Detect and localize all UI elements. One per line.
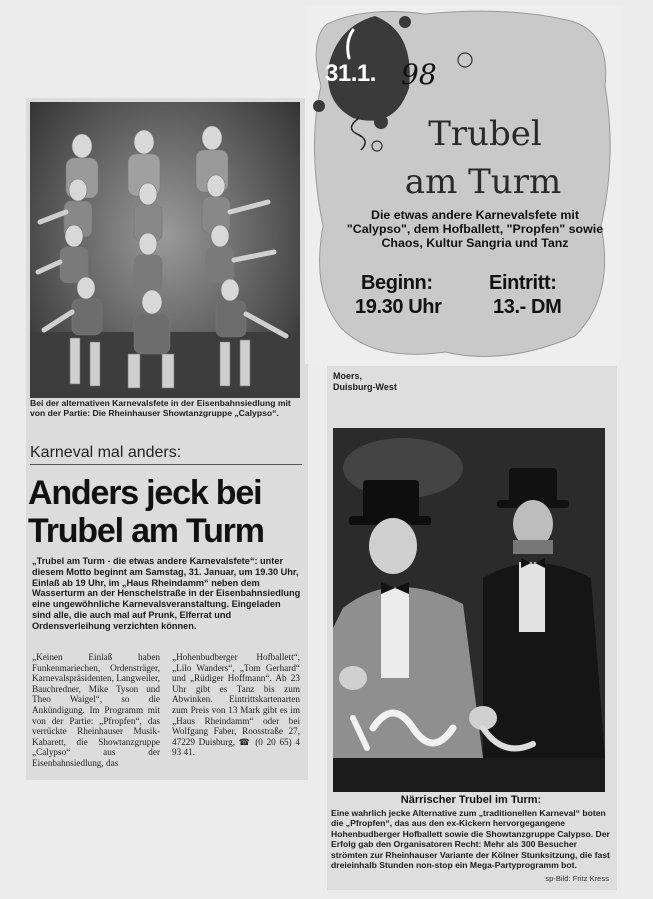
- newspaper-clipping-right: [327, 366, 617, 890]
- flyer-begin-label: Beginn:: [361, 272, 433, 294]
- event-flyer: [305, 6, 623, 364]
- flyer-title-line-2: am Turm: [404, 162, 562, 202]
- location-line-1: Moers,: [333, 371, 363, 381]
- article-kicker: Karneval mal anders:: [30, 444, 302, 465]
- photo-caption-title: Närrischer Trubel im Turm:: [400, 794, 542, 806]
- flyer-title-line-1: Trubel: [428, 114, 542, 154]
- flyer-date-year: 98: [401, 58, 437, 91]
- flyer-subtitle: Die etwas andere Karnevalsfete mit "Calypso", dem Hofballett, "Propfen" sowie Chaos, Kultur Sangria und Tanz: [346, 208, 604, 250]
- flyer-date: 31.1.: [325, 60, 376, 87]
- article-lead: „Trubel am Turm - die etwas andere Karnevalsfete“: unter diesem Motto beginnt am Samstag, 31. Januar, um 19.30 Uhr, Einlaß ab 19 Uhr, im „Haus Rheindamm“ neben dem Wasserturm an der Henschelstraße in der Eisenbahnsiedlung eine ungewöhnliche Karnevalsveranstaltung. Eingeladen sind alle, die auch mal auf Prunk, Elferrat und Ordensverleihung verzichten können.: [32, 556, 301, 631]
- photo-caption: Bei der alternativen Karnevalsfete in der Eisenbahnsiedlung mit von der Partie: Die Rheinhauser Showtanzgruppe „Calypso“.: [30, 398, 291, 419]
- dance-group-photo: [30, 102, 300, 398]
- article-headline: [28, 474, 308, 550]
- flyer-entry-label: Eintritt:: [489, 272, 557, 294]
- photo-caption: Eine wahrlich jecke Alternative zum „traditionellen Karneval“ boten die „Pfropfen“, das aus den ex-Kickern hervorgegangene Hohenbudberger Hofballett sowie die Showtanzgruppe Calypso. Der Erfolg gab den Organisatoren Recht: Mehr als 300 Besucher strömten zur Rheinhauser Variante der Kölner Stunksitzung, die fast dreieinhalb Stunden non-stop ein Mega-Partyprogramm bot.: [331, 808, 610, 871]
- location-label: [333, 371, 397, 393]
- headline-line-1: Anders jeck bei: [28, 474, 262, 512]
- location-line-2: Duisburg-West: [333, 382, 397, 392]
- photo-credit: sp-Bild: Fritz Kress: [545, 874, 609, 883]
- article-column-2: „Hohenbudberger Hofballett“, „Lilo Wanders“, „Tom Gerhard“ und „Rüdiger Hoffmann“. Ab 23 Uhr gibt es Tanz bis zum Abwinken. Eintrittskartenarten zum Preis von 13 Mark gibt es im „Haus Rheindamm“ oder bei Wolfgang Faber, Roosstraße 27, 47229 Duisburg, ☎ (0 20 65) 4 93 41.: [172, 652, 300, 758]
- flyer-entry-value: 13.- DM: [493, 296, 562, 318]
- party-photo: [333, 428, 605, 792]
- headline-line-2: Trubel am Turm: [28, 512, 264, 550]
- newspaper-clipping-left: [26, 98, 308, 780]
- article-column-1: „Keinen Einlaß haben Funkenmariechen, Ordensträger, Karnevalspräsidenten, Langweiler, Bauchredner, Mike Tyson und Theo Waigel“, so die Ankündigung. Im Programm mit von der Partie: „Pfropfen“, das verrückte Rheinhauser Musik-Kabarett, die Showtanzgruppe „Calypso“ aus der Eisenbahnsiedlung, das: [32, 652, 160, 768]
- flyer-begin-value: 19.30 Uhr: [355, 296, 442, 318]
